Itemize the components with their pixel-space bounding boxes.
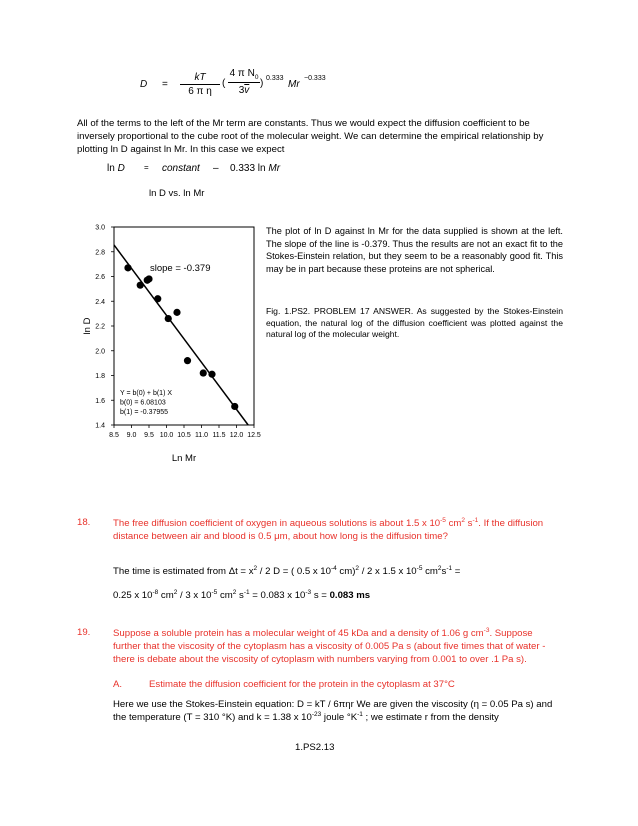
x-tick-label: 10.0 [159, 432, 174, 439]
q18-c1e: cm [422, 566, 438, 577]
intro-paragraph: All of the terms to the left of the Mr term are constants. Thus we would expect the diffusion coefficient to be inversely proportional to the cube root of the molecular weight. We can determine the empirical relationship by plotting ln D against ln Mr. In this case we expect [77, 118, 544, 155]
formula-ln-constant: constant [162, 163, 200, 174]
formula-N-sub: 0 [254, 74, 259, 81]
chart-discussion: The plot of ln D against ln Mr for the data supplied is shown at the left. The slope of the line is -0.379. Thus the results are not an exact fit to the Stokes-Einstein relation, but they seem to be a reasonably good fit. This may be in part because these proteins are not spherical. [266, 226, 563, 274]
formula-ln-eq: = [144, 163, 149, 172]
q18-c2s2: 2 [173, 588, 178, 596]
q18-c1b: / 2 D = ( 0.5 x 10 [257, 566, 331, 577]
y-tick-label: 2.2 [95, 323, 105, 331]
q19-body-sup2: -1 [357, 710, 363, 718]
q18-c1d: / 2 x 1.5 x 10 [359, 566, 417, 577]
formula-4piN [228, 68, 260, 83]
q18-c2a: 0.25 x 10 [113, 590, 153, 601]
q18-text-b: cm [445, 518, 462, 529]
q19-text-a: Suppose a soluble protein has a molecular weight of 45 kDa and a density of 1.06 g cm [113, 628, 484, 639]
formula-kT: kT [180, 72, 220, 85]
y-tick-label: 1.8 [95, 373, 105, 380]
data-point [208, 371, 215, 378]
data-point [124, 264, 131, 271]
q18-c2s4: 2 [232, 588, 237, 596]
formula-ln [107, 163, 407, 177]
q18-c2c: / 3 x 10 [177, 590, 212, 601]
x-tick-label: 12.0 [229, 432, 244, 439]
chart-layer [82, 225, 261, 465]
formula-3: 3 [238, 85, 245, 96]
formula-fraction-N [228, 68, 260, 96]
q18-c1a: The time is estimated from Δt = x [113, 566, 254, 577]
formula-6-pi-eta: 6 π η [188, 86, 212, 97]
x-tick-label: 12.5 [247, 432, 261, 439]
q19-number: 19. [77, 627, 91, 638]
q19-sup-a: -3 [483, 626, 490, 634]
q18-c1s4: -5 [416, 564, 423, 572]
q18-number: 18. [77, 517, 91, 528]
y-tick-label: 2.8 [95, 249, 105, 257]
q18-c2e: s [236, 590, 244, 601]
q18-calc-line2 [113, 590, 573, 601]
x-tick-label: 9.5 [144, 432, 154, 439]
formula-ln-rest: 0.333 ln Mr [230, 163, 281, 174]
slope-label: slope = -0.379 [150, 263, 211, 274]
y-tick-label: 1.6 [95, 397, 105, 405]
q18-c2s6: -3 [305, 588, 312, 596]
formula-exp2: −0.333 [304, 75, 326, 82]
q18-text-d: . If the diffusion distance between air and blood is 0.5 μm, about how long is the diffusion time? [113, 518, 544, 542]
q19-question [113, 627, 563, 666]
q18-c2f: = 0.083 x 10 [249, 590, 306, 601]
q18-text-a: The free diffusion coefficient of oxygen in aqueous solutions is about 1.5 x 10 [113, 518, 441, 529]
q19-body-sup: -23 [311, 710, 322, 718]
formula-exp1: 0.333 [266, 75, 284, 82]
q19-body [113, 698, 565, 724]
formula-4piN-text: 4 π N [229, 68, 255, 79]
q18-c2s1: -8 [152, 588, 159, 596]
q18-c2d: cm [217, 590, 233, 601]
formula-lhs: D [140, 79, 148, 90]
chart-title: ln D vs. ln Mr [149, 188, 205, 199]
q18-sup-b: 2 [461, 516, 465, 524]
data-point [154, 295, 161, 302]
formula-Mr: Mr [288, 79, 300, 90]
q18-calc-line1 [113, 566, 573, 577]
x-tick-label: 11.5 [212, 432, 226, 439]
q18-c1s2: -4 [330, 564, 337, 572]
data-point [145, 275, 152, 282]
q18-c1s1: 2 [253, 564, 258, 572]
q18-question [113, 517, 563, 543]
formula-fraction-kT [180, 72, 220, 97]
regression-annotation: b(1) = -0.37955 [120, 409, 169, 416]
page-number: 1.PS2.13 [295, 742, 335, 753]
data-point [137, 282, 144, 289]
formula-paren-open: ( [222, 78, 226, 89]
regression-annotation: b(0) = 6.08103 [120, 399, 166, 407]
q19-part-label: A. [113, 679, 123, 690]
data-point [173, 309, 180, 316]
formula-stokes-einstein [140, 68, 400, 108]
x-tick-label: 11.0 [194, 432, 209, 439]
formula-paren-close: ) [260, 78, 264, 89]
data-point [231, 403, 238, 410]
formula-ln-minus: – [213, 163, 219, 174]
q18-c2s3: -5 [211, 588, 218, 596]
q19-part-text: Estimate the diffusion coefficient for the protein in the cytoplasm at 37°C [149, 679, 455, 690]
q18-c2g: s = [311, 590, 330, 601]
q18-c2b: cm [158, 590, 174, 601]
data-point [165, 315, 172, 322]
formula-ln-lhs: ln D [107, 163, 125, 174]
formula-3v [228, 83, 260, 96]
x-tick-label: 9.0 [126, 432, 137, 439]
q18-text-c: s [465, 518, 473, 529]
y-tick-label: 3.0 [95, 224, 105, 232]
q18-sup-c: -1 [472, 516, 479, 524]
y-tick-label: 2.4 [95, 298, 105, 306]
q18-c1s5: 2 [437, 564, 442, 572]
y-axis-label: ln D [82, 317, 93, 335]
formula-vbar: $\overline{v}$ [244, 85, 250, 96]
q18-c1f: s [441, 566, 447, 577]
data-point [184, 357, 191, 364]
x-tick-label: 10.5 [177, 432, 191, 439]
x-tick-label: 8.5 [109, 432, 119, 439]
data-point [200, 369, 207, 376]
formula-equals: = [162, 79, 168, 90]
q18-c1s3: 2 [355, 564, 360, 572]
q19-body-a: Here we use the Stokes-Einstein equation: D = kT / 6πηr We are given the viscosity (η = 0.05 Pa s) and the temperature (T = 310 °K) and k = 1.38 x 10 [113, 699, 553, 723]
y-tick-label: 2.0 [95, 348, 105, 356]
q18-sup-a: -5 [440, 516, 446, 524]
q18-c1g: = [452, 566, 461, 577]
x-axis-label: Ln Mr [171, 453, 197, 464]
q19-body-c: ; we estimate r from the density [362, 712, 499, 723]
y-tick-label: 2.6 [95, 274, 105, 281]
figure-caption: Fig. 1.PS2. PROBLEM 17 ANSWER. As suggested by the Stokes-Einstein equation, the natural log of the diffusion coefficient was plotted against the natural log of the molecular weight. [266, 306, 563, 339]
q19-body-b: joule °K [321, 712, 358, 723]
regression-annotation: Y = b(0) + b(1) X [120, 390, 173, 397]
q18-c2s5: -1 [243, 588, 250, 596]
q18-c1c: cm) [336, 566, 356, 577]
q19-text-b: . Suppose further that the viscosity of the cytoplasm has a viscosity of 0.005 Pa s (about five times that of water - there is debate about the viscosity of cytoplasm with numbers varying from 0.001 to over .1 Pa s). [113, 628, 546, 665]
scatter-chart [74, 215, 264, 477]
q18-answer: 0.083 ms [329, 590, 371, 601]
q18-c1s6: -1 [446, 564, 453, 572]
y-tick-label: 1.4 [95, 422, 105, 430]
